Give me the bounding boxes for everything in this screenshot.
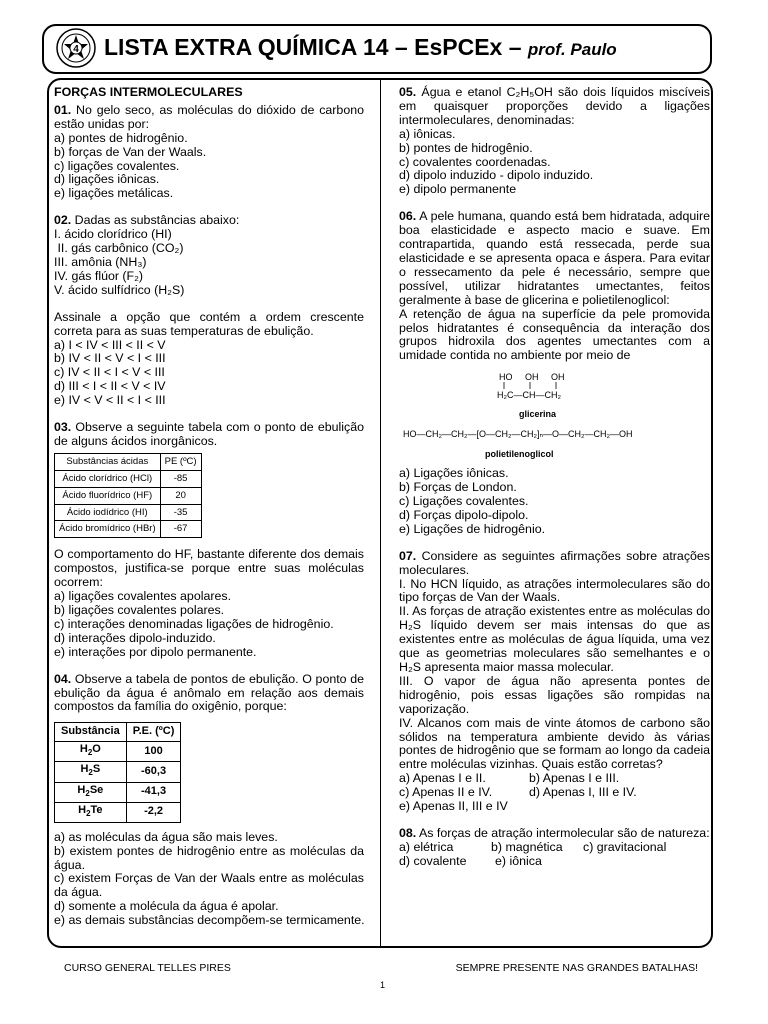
- statement: II. As forças de atração existentes entre as moléculas do H₂S líquido devem ser mais intensas do que as existentes entre as moléculas de água líquida, uma vez que as geometrias moleculares são semelhantes e o H₂S apresenta maior massa molecular.: [399, 604, 710, 674]
- right-column: [399, 86, 710, 882]
- page-header: [42, 24, 712, 74]
- table-cell: -60,3: [126, 762, 181, 782]
- question-number: 01.: [54, 102, 72, 117]
- option: d) Forças dipolo-dipolo.: [399, 507, 529, 522]
- question-number: 04.: [54, 671, 72, 686]
- acids-table: [54, 453, 202, 539]
- option: b) existem pontes de hidrogênio entre as moléculas da água.: [54, 843, 364, 872]
- left-column: [54, 86, 364, 941]
- question-text: Dadas as substâncias abaixo:: [71, 213, 240, 228]
- table-row: [55, 742, 181, 762]
- question-text: Água e etanol C₂H₅OH são dois líquidos miscíveis em quaisquer proporções devido a ligações intermoleculares, denominadas:: [399, 85, 710, 127]
- question-number: 05.: [399, 85, 417, 99]
- option: a) Apenas I e II.: [399, 771, 486, 786]
- oh-label: OH: [551, 372, 565, 383]
- option: a) as moléculas da água são mais leves.: [54, 829, 278, 844]
- peg-formula: HO—CH₂—CH₂—[O—CH₂—CH₂]ₙ—O—CH₂—CH₂—OH: [403, 429, 633, 440]
- question-number: 07.: [399, 548, 417, 563]
- table-row: [55, 802, 181, 822]
- page-number: 1: [380, 980, 386, 990]
- option: e) interações por dipolo permanente.: [54, 644, 257, 659]
- table-cell: $H_2S$: [55, 762, 127, 782]
- option: d) III < I < II < V < IV: [54, 379, 166, 394]
- glicerina-structure: [399, 371, 710, 463]
- option: d) ligações iônicas.: [54, 172, 160, 187]
- table-row: [55, 782, 181, 802]
- table-header: Substâncias ácidas: [55, 453, 161, 470]
- table-row: [55, 487, 202, 504]
- table-cell: $H_2Se$: [55, 782, 127, 802]
- option: b) pontes de hidrogênio.: [399, 140, 533, 155]
- table-cell: -35: [160, 504, 201, 521]
- polietilenoglicol-figure: [399, 423, 709, 463]
- option: b) ligações covalentes polares.: [54, 603, 225, 617]
- table-cell: -67: [160, 521, 201, 538]
- oh-label: HO: [499, 372, 513, 383]
- statement: IV. Alcanos com mais de vinte átomos de carbono são sólidos na temperatura ambiente devido às várias pontes de hidrogênio que se formam ao longo da cadeia entre moléculas vizinhas. Quais estão corretas?: [399, 715, 710, 772]
- question-text: No gelo seco, as moléculas do dióxido de carbono estão unidas por:: [54, 102, 364, 131]
- option: c) Apenas II e IV.: [399, 785, 493, 800]
- author-name: prof. Paulo: [527, 40, 617, 59]
- option: b) Apenas I e III.: [529, 771, 620, 786]
- item: I. ácido clorídrico (HI): [54, 227, 172, 242]
- option: c) existem Forças de Van der Waals entre as moléculas da água.: [54, 871, 364, 900]
- option: b) Forças de London.: [399, 480, 517, 495]
- table-cell: -85: [160, 470, 201, 487]
- option: b) forças de Van der Waals.: [54, 144, 207, 159]
- question-text: Considere as seguintes afirmações sobre atrações moleculares.: [399, 548, 710, 577]
- question-number: 02.: [54, 213, 72, 228]
- option: d) Apenas I, III e IV.: [529, 785, 637, 800]
- option: c) interações denominadas ligações de hidrogênio.: [54, 616, 334, 631]
- table-cell: -41,3: [126, 782, 181, 802]
- options-row: [399, 772, 710, 786]
- options-row: [399, 855, 710, 869]
- option: e) Apenas II, III e IV: [399, 799, 508, 814]
- column-divider: [380, 80, 381, 946]
- statement: I. No HCN líquido, as atrações intermoleculares são do tipo forças de Van der Waals.: [399, 576, 710, 605]
- question-number: 08.: [399, 825, 417, 840]
- option: b) IV < II < V < I < III: [54, 351, 166, 366]
- option: c) covalentes coordenadas.: [399, 154, 551, 169]
- item: III. amônia (NH₃): [54, 254, 147, 269]
- statement: III. O vapor de água não apresenta pontes de hidrogênio, pois essas ligações são rompidas na vaporização.: [399, 673, 710, 716]
- title-text: LISTA EXTRA QUÍMICA 14 – EsPCEx –: [104, 34, 528, 60]
- option: c) IV < II < I < V < III: [54, 365, 165, 380]
- table-cell: Ácido clorídrico (HCl): [55, 470, 161, 487]
- question-05: [399, 86, 710, 197]
- item: IV. gás flúor (F₂): [54, 268, 144, 283]
- section-title: FORÇAS INTERMOLECULARES: [54, 85, 243, 99]
- question-04: [54, 673, 364, 928]
- question-07: [399, 550, 710, 814]
- table-cell: Ácido iodídrico (HI): [55, 504, 161, 521]
- option: a) I < IV < III < II < V: [54, 337, 166, 352]
- table-cell: 20: [160, 487, 201, 504]
- option: b) magnética: [491, 839, 563, 854]
- option: d) somente a molécula da água é apolar.: [54, 899, 279, 914]
- table-cell: Ácido bromídrico (HBr): [55, 521, 161, 538]
- question-text: A pele humana, quando está bem hidratada, adquire boa elasticidade e aspecto macio e suave. Em contrapartida, quando está ressecada, perde sua elasticidade e se apresenta opaca e áspera. Para evitar o ressecamento da pele é necessário, sempre que possível, utilizar hidratantes umectantes, feitos geralmente à base de glicerina e polietilenoglicol:: [399, 209, 710, 307]
- option: a) elétrica: [399, 839, 454, 854]
- question-number: 03.: [54, 420, 72, 435]
- question-text: A retenção de água na superfície da pele promovida pelos hidratantes é consequência da interação dos grupos hidroxila dos agentes umectantes com a umidade contida no ambiente por meio de: [399, 306, 710, 363]
- footer-right: SEMPRE PRESENTE NAS GRANDES BATALHAS!: [455, 962, 698, 974]
- table-header: Substância: [55, 723, 127, 742]
- glicerina-label: glicerina: [519, 409, 557, 420]
- option: e) IV < V < II < I < III: [54, 393, 166, 408]
- option: d) interações dipolo-induzido.: [54, 630, 216, 645]
- option: e) as demais substâncias decompõem-se termicamente.: [54, 913, 365, 928]
- glicerina-figure: [399, 371, 709, 423]
- option: a) Ligações iônicas.: [399, 466, 509, 481]
- table-cell: -2,2: [126, 802, 181, 822]
- option: a) ligações covalentes apolares.: [54, 589, 232, 604]
- oh-label: OH: [525, 372, 539, 383]
- option: e) Ligações de hidrogênio.: [399, 521, 546, 536]
- option: d) covalente: [399, 853, 467, 868]
- question-text: Assinale a opção que contém a ordem crescente correta para as suas temperaturas de ebulição.: [54, 309, 364, 338]
- item: V. ácido sulfídrico (H₂S): [54, 282, 185, 297]
- option: e) iônica: [495, 853, 542, 868]
- table-cell: Ácido fluorídrico (HF): [55, 487, 161, 504]
- peg-label: polietilenoglicol: [485, 449, 554, 460]
- option: e) ligações metálicas.: [54, 186, 174, 201]
- table-row: [55, 470, 202, 487]
- item: II. gás carbônico (CO₂): [54, 241, 184, 256]
- option: c) gravitacional: [583, 839, 667, 854]
- glicerina-chain: H₂C—CH—CH₂: [497, 390, 561, 401]
- question-text: Observe a tabela de pontos de ebulição. O ponto de ebulição da água é anômalo em relação aos demais compostos da família do oxigênio, porque:: [54, 671, 364, 714]
- table-cell: 100: [126, 742, 181, 762]
- option: c) Ligações covalentes.: [399, 494, 529, 509]
- option: e) dipolo permanente: [399, 182, 517, 197]
- question-01: [54, 104, 364, 201]
- footer-left: CURSO GENERAL TELLES PIRES: [64, 962, 231, 974]
- table-row: [55, 504, 202, 521]
- option: d) dipolo induzido - dipolo induzido.: [399, 168, 594, 183]
- options-row: [399, 786, 710, 800]
- question-text: Observe a seguinte tabela com o ponto de ebulição de alguns ácidos inorgânicos.: [54, 420, 364, 448]
- logo-digit: 4: [73, 44, 79, 55]
- question-08: [399, 827, 710, 869]
- option: c) ligações covalentes.: [54, 158, 180, 173]
- table-header: PE (ºC): [160, 453, 201, 470]
- table-row: [55, 521, 202, 538]
- options-row: [399, 841, 710, 855]
- option: a) pontes de hidrogênio.: [54, 130, 188, 145]
- question-text: O comportamento do HF, bastante diferente dos demais compostos, justifica-se porque entre suas moléculas ocorrem:: [54, 547, 364, 590]
- school-logo-icon: [56, 28, 96, 68]
- question-text: As forças de atração intermolecular são de natureza:: [416, 825, 710, 840]
- question-02: [54, 214, 364, 408]
- table-header: P.E. (ºC): [126, 723, 181, 742]
- question-03: [54, 421, 364, 660]
- table-cell: $H_2O$: [55, 742, 127, 762]
- question-06: [399, 210, 710, 537]
- boiling-points-table: [54, 722, 181, 822]
- table-row: [55, 762, 181, 782]
- page-title: [104, 34, 617, 61]
- table-cell: $H_2Te$: [55, 802, 127, 822]
- question-number: 06.: [399, 209, 417, 224]
- option: a) iônicas.: [399, 126, 456, 141]
